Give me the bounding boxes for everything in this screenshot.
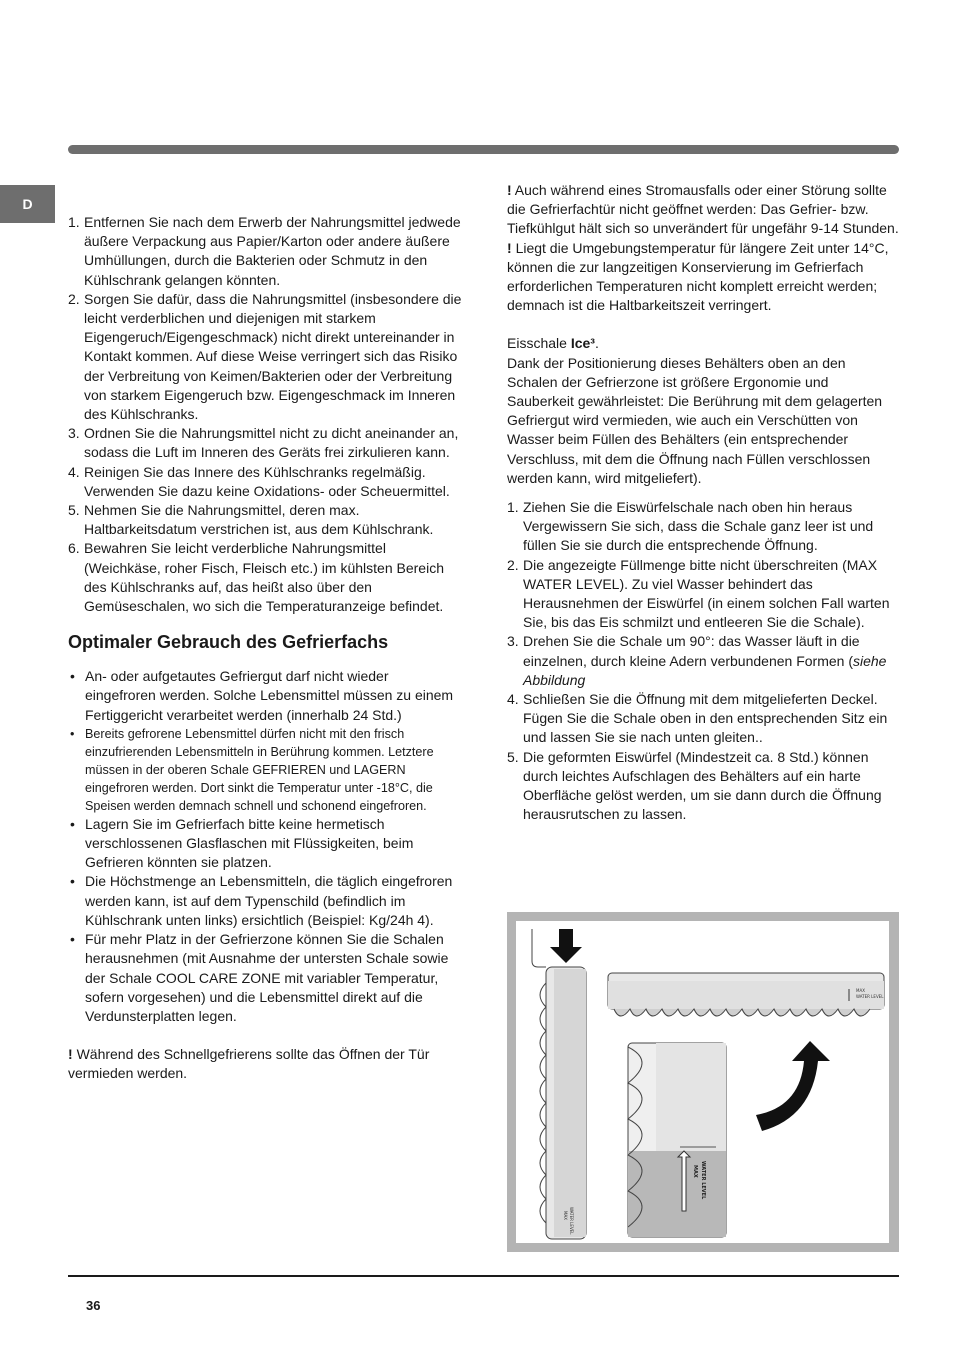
list-item: • Bereits gefrorene Lebensmittel dürfen nicht mit den frisch einzufrierenden Lebensmitteln in Berührung kommen. Letztere müssen in der oberen Schale GEFRIEREN und LAGERN eingefroren werden. Dort sinkt die Temperatur unter -18°C, die Speisen werden demnach schnell und schonend eingefroren. — [68, 725, 463, 815]
warning-paragraph: ! Auch während eines Stromausfalls oder einer Störung sollte die Gefrierfachtür nicht geöffnet werden: Das Gefrier- bzw. Tiefkühlgut hält sich so unverändert für ungefähr 9-14 Stunden. — [507, 182, 899, 237]
left-column — [68, 213, 463, 1084]
list-item: • Die Höchstmenge an Lebensmitteln, die täglich eingefroren werden kann, ist auf dem Typenschild (befindlich im Kühlschrank unten links) ersichtlich (Beispiel: Kg/24h 4). — [68, 872, 463, 930]
rotate-arrow-icon — [756, 1041, 830, 1131]
list-item: • An- oder aufgetautes Gefriergut darf nicht wieder eingefroren werden. Solche Lebensmittel müssen zu einem Fertiggericht verarbeitet werden (innerhalb 24 Std.) — [68, 667, 463, 725]
warning-mark: ! — [68, 1046, 73, 1063]
top-rule — [68, 145, 899, 154]
vertical-tray — [532, 929, 586, 1239]
tray-with-water — [628, 1043, 726, 1237]
svg-text:MAX: MAX — [856, 988, 865, 993]
horizontal-tray — [608, 973, 884, 1016]
warning-paragraph: ! Während des Schnellgefrierens sollte das Öffnen der Tür vermieden werden. — [68, 1046, 430, 1082]
svg-text:MAX: MAX — [692, 1165, 698, 1178]
list-item: 2. Sorgen Sie dafür, dass die Nahrungsmittel (insbesondere die leicht verderblichen und diejenigen mit starkem Eigengeruch/Eigengeschmack) nicht direkt untereinander in Kontakt kommen. Auf diese Weise verringert sich das Risiko der Verbreitung von Keimen/Bakterien oder der Verbreitung von starkem Eigengeruch bzw. Eigengeschmack im Inneren des Kühlschranks. — [68, 290, 462, 423]
section-title: Optimaler Gebrauch des Gefrierfachs — [68, 632, 389, 653]
ice-tray-name: Ice³ — [570, 335, 595, 352]
list-item: 4. Reinigen Sie das Innere des Kühlschranks regelmäßig. Verwenden Sie dazu keine Oxidations- oder Scheuermittel. — [68, 463, 450, 499]
list-item: 3. Ordnen Sie die Nahrungsmittel nicht zu dicht aneinander an, sodass die Luft im Inneren des Geräts frei zirkulieren kann. — [68, 425, 459, 461]
storage-tips-list — [68, 213, 463, 616]
svg-text:WATER LEVEL: WATER LEVEL — [700, 1161, 706, 1200]
right-column — [507, 181, 899, 825]
list-item: 1. Entfernen Sie nach dem Erwerb der Nahrungsmittel jedwede äußere Verpackung aus Papier/Karton oder andere äußere Umhüllungen, durch die Bakterien oder Schmutz in den Kühlschrank gelangen könnten. — [68, 214, 461, 288]
list-item: 2. Die angezeigte Füllmenge bitte nicht überschreiten (MAX WATER LEVEL). Zu viel Wasser behindert das Herausnehmen der Eiswürfel (in einem solchen Fall warten Sie, bis das Eis schmilzt und entleeren Sie die Schale). — [507, 556, 890, 631]
list-item: • Lagern Sie im Gefrierfach bitte keine hermetisch verschlossenen Glasflaschen mit Flüssigkeiten, beim Gefrieren könnten sie platzen. — [68, 815, 463, 873]
list-item: 1. Ziehen Sie die Eiswürfelschale nach oben hin heraus Vergewissern Sie sich, dass die Schale ganz leer ist und füllen Sie sie durch die entsprechende Öffnung. — [507, 499, 874, 554]
svg-text:WATER LEVEL: WATER LEVEL — [569, 1207, 574, 1235]
figure-canvas — [516, 921, 889, 1243]
ice-tray-figure — [507, 912, 899, 1252]
list-item: • Für mehr Platz in der Gefrierzone können Sie die Schalen herausnehmen (mit Ausnahme der untersten Schale sowie der Schale COOL CARE ZONE mit variabler Temperatur, sofern vorgesehen) und die Lebensmittel direkt auf die Verdunsterplatten legen. — [68, 930, 463, 1026]
language-tab: D — [0, 185, 55, 223]
ice-tray-steps-list — [507, 498, 899, 824]
freezer-bullets-list — [68, 667, 463, 1026]
page-number: 36 — [86, 1298, 101, 1313]
ice-tray-illustration — [516, 921, 889, 1243]
svg-text:MAX: MAX — [563, 1211, 568, 1220]
ice-tray-heading: Eisschale Ice³. — [507, 335, 599, 352]
svg-text:WATER LEVEL: WATER LEVEL — [856, 994, 884, 999]
list-item: 6. Bewahren Sie leicht verderbliche Nahrungsmittel (Weichkäse, roher Fisch, Fleisch etc.) im kühlsten Bereich des Kühlschranks auf, das heißt also über den Gemüseschalen, wo sich die Temperaturanzeige befindet. — [68, 540, 444, 615]
list-item: 5. Nehmen Sie die Nahrungsmittel, deren max. Haltbarkeitsdatum verstrichen ist, aus dem Kühlschrank. — [68, 502, 434, 538]
list-item: 5. Die geformten Eiswürfel (Mindestzeit ca. 8 Std.) können durch leichtes Aufschlagen des Behälters auf ein harte Oberfläche gelöst werden, um sie dann durch die Öffnung herausrutschen zu lassen. — [507, 748, 882, 823]
down-arrow-icon — [550, 929, 582, 963]
list-item: 3. Drehen Sie die Schale um 90°: das Wasser läuft in die einzelnen, durch kleine Adern verbundenen Formen (siehe Abbildung — [507, 633, 887, 688]
bottom-rule — [68, 1275, 899, 1277]
warning-paragraph: ! Liegt die Umgebungstemperatur für längere Zeit unter 14°C, können die zur langzeitigen Konservierung im Gefrierfach erforderlichen Temperaturen nicht komplett erreicht werden; demnach ist die Haltbarkeitszeit verringert. — [507, 239, 889, 314]
ice-tray-intro: Dank der Positionierung dieses Behälters oben an den Schalen der Gefrierzone ist größere Ergonomie und Sauberkeit gewährleistet: Die Berührung mit dem gelagerten Gefriergut wird vermieden, wie auch ein Verschütten von Wasser beim Füllen des Behälters (ein entsprechender Verschluss, mit dem die Öffnung nach Füllen verschlossen werden kann, wird mitgeliefert). — [507, 354, 883, 486]
warning-mark: ! — [507, 239, 512, 256]
warning-mark: ! — [507, 182, 512, 198]
list-item: 4. Schließen Sie die Öffnung mit dem mitgelieferten Deckel. Fügen Sie die Schale oben in den entsprechenden Sitz ein und lassen Sie sie nach unten gleiten.. — [507, 691, 888, 746]
